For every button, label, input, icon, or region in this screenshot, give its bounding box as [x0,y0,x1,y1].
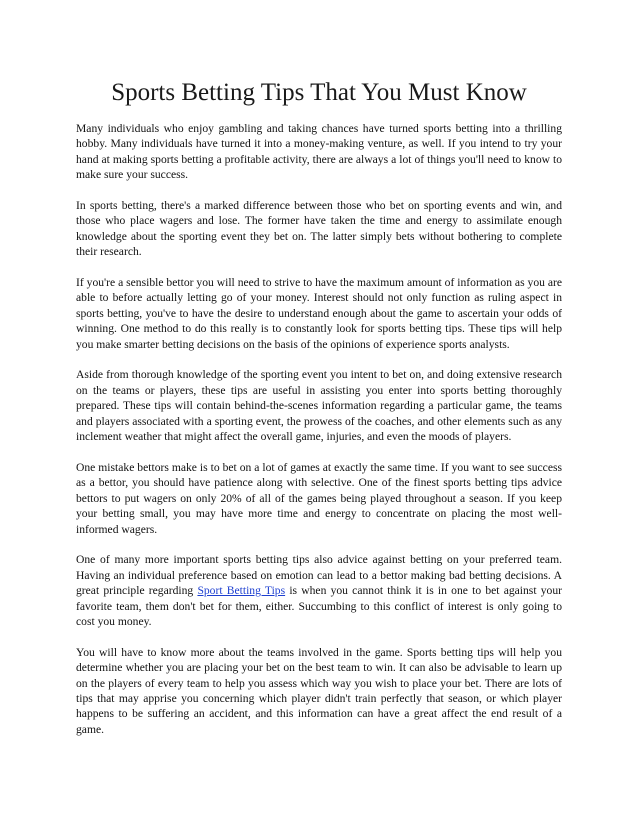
paragraph-6 [76,552,562,629]
paragraph-6-text-before-link: One of many more important sports betting tips also advice against betting on your preferred team. Having an individual preference based on emotion can lead to a bettor making bad betting decisions. A great principle regarding [76,553,562,598]
paragraph-5: One mistake bettors make is to bet on a lot of games at exactly the same time. If you want to see success as a bettor, you should have patience along with selective. One of the finest sports betting tips advice bettors to put wagers on only 20% of all of the games being played throughout a season. If you keep your betting small, you may have more time and energy to concentrate on placing the most well-informed wagers. [76,460,562,536]
sport-betting-tips-link[interactable]: Sport Betting Tips [197,584,286,598]
paragraph-6-text-after-link: is when you cannot think it is in one to bet against your favorite team, them don't bet for them, either. Succumbing to this conflict of interest is only going to cost you money. [76,584,562,628]
document-title: Sports Betting Tips That You Must Know [111,79,527,106]
paragraph-2: In sports betting, there's a marked difference between those who bet on sporting events and win, and those who place wagers and lose. The former have taken the time and energy to assimilate enough knowledge about the sporting event they bet on. The latter simply bets without bothering to complete their research. [76,199,562,259]
paragraph-7: You will have to know more about the teams involved in the game. Sports betting tips will help you determine whether you are placing your bet on the best team to win. It can also be advisable to learn up on the players of every team to help you assess which way you wish to place your bet. There are lots of tips that may apprise you concerning which player didn't train perfectly that season, or which player happens to be suffering an accident, and this information can have a great affect the end result of a game. [76,645,562,736]
paragraph-3: If you're a sensible bettor you will need to strive to have the maximum amount of information as you are able to before actually letting go of your money. Interest should not only function as ruling aspect in sports betting, you've to have the desire to understand enough about the game to ascertain your odds of winning. One method to do this really is to constantly look for sports betting tips. These tips will help you make smarter betting decisions on the basis of the opinions of experience sports analysts. [76,276,562,351]
paragraph-1: Many individuals who enjoy gambling and taking chances have turned sports betting into a thrilling hobby. Many individuals have turned it into a money-making venture, as well. If you intend to try your hand at making sports betting a profitable activity, there are always a lot of things you'll need to know to make sure your success. [76,122,562,182]
document-body [76,121,562,753]
paragraph-4: Aside from thorough knowledge of the sporting event you intent to bet on, and doing extensive research on the teams or players, these tips are useful in assisting you enter into sports betting thoroughly prepared. These tips will contain behind-the-scenes information regarding a particular game, the teams and players associated with a sporting event, the prowess of the coaches, and other elements such as any inclement weather that might affect the overall game, injuries, and even the moods of players. [76,368,562,444]
